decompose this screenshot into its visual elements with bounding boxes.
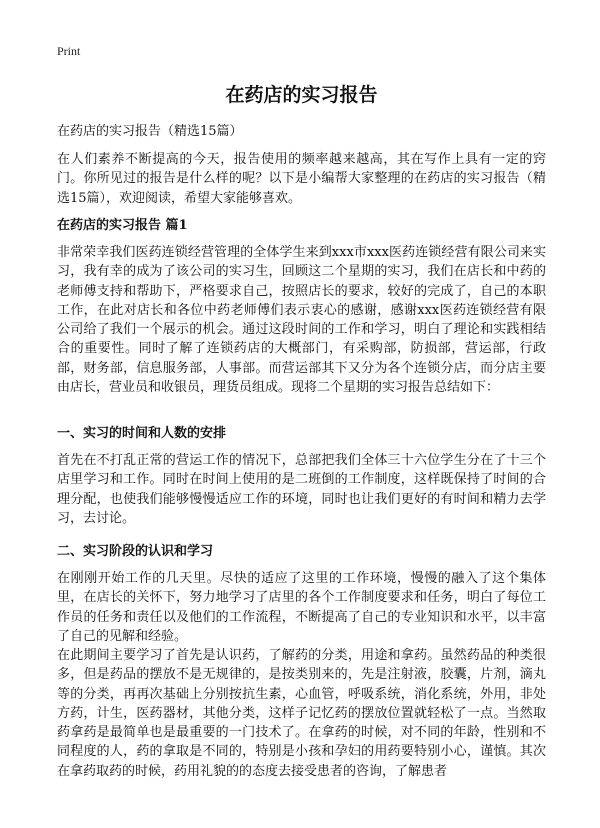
- section-heading: 一、实习的时间和人数的安排: [57, 426, 227, 441]
- page-title: 在药店的实习报告: [225, 84, 378, 106]
- intro-paragraph: 在人们素养不断提高的今天，报告使用的频率越来越高，其在写作上具有一定的窍门。你所见过的报告是什么样的呢？以下是小编帮大家整理的在药店的实习报告（精选15篇），欢迎阅读，希望大家能够喜欢。: [57, 152, 546, 206]
- section-paragraph: 首先在不打乱正常的营运工作的情况下，总部把我们全体三十六位学生分在了十三个店里学习和工作。同时在时间上使用的是二班倒的工作制度，这样既保持了时间的合理分配，也使我们能够慢慢适应工作的环境，同时也让我们更好的有时间和精力去学习，去讨论。: [57, 453, 546, 526]
- section-paragraph: 在此期间主要学习了首先是认识药，了解药的分类，用途和拿药。虽然药品的种类很多，但是药品的摆放不是无规律的，是按类别来的，先是注射液，胶囊，片剂，滴丸等的分类，再再次基础上分别按抗生素，心血管，呼吸系统，消化系统，外用，非处方药，计生，医药器材，其他分类，这样子记忆药的摆放位置就轻松了一点。当然取药拿药是最简单也是最重要的一门技术了。在拿药的时候，对不同的年龄，性别和不同程度的人，药的拿取是不同的，特别是小孩和孕妇的用药要特别小心，谨慎。其次在拿药取药的时候，药用礼貌的的态度去接受患者的咨询，了解患者: [57, 648, 546, 779]
- section-heading: 二、实习阶段的认识和学习: [57, 544, 214, 559]
- document-subtitle: 在药店的实习报告（精选15篇）: [57, 124, 243, 139]
- section-paragraph: 在刚刚开始工作的几天里。尽快的适应了这里的工作环境，慢慢的融入了这个集体里，在店长的关怀下，努力地学习了店里的各个工作制度要求和任务，明白了每位工作员的任务和责任以及他们的工作流程，不断提高了自己的专业知识和水平，以丰富了自己的见解和经验。: [57, 571, 546, 644]
- print-link[interactable]: Print: [57, 44, 81, 58]
- article-paragraph: 非常荣幸我们医药连锁经营管理的全体学生来到xxx市xxx医药连锁经营有限公司来实习，我有幸的成为了该公司的实习生，回顾这二个星期的实习，我们在店长和中药的老师傅支持和帮助下，严格要求自己，按照店长的要求，较好的完成了，自己的本职工作，在此对店长和各位中药老师傅们表示衷心的感谢，感谢xxx医药连锁经营有限公司给了我们一个展示的机会。通过这段时间的工作和学习，明白了理论和实践相结合的重要性。同时了解了连锁药店的大概部门，有采购部，防损部，营运部，行政部，财务部，信息服务部，人事部。而营运部其下又分为各个连锁分店，而分店主要由店长，营业员和收银员，理货员组成。现将二个星期的实习报告总结如下：: [57, 245, 546, 396]
- article-heading: 在药店的实习报告 篇1: [57, 218, 188, 233]
